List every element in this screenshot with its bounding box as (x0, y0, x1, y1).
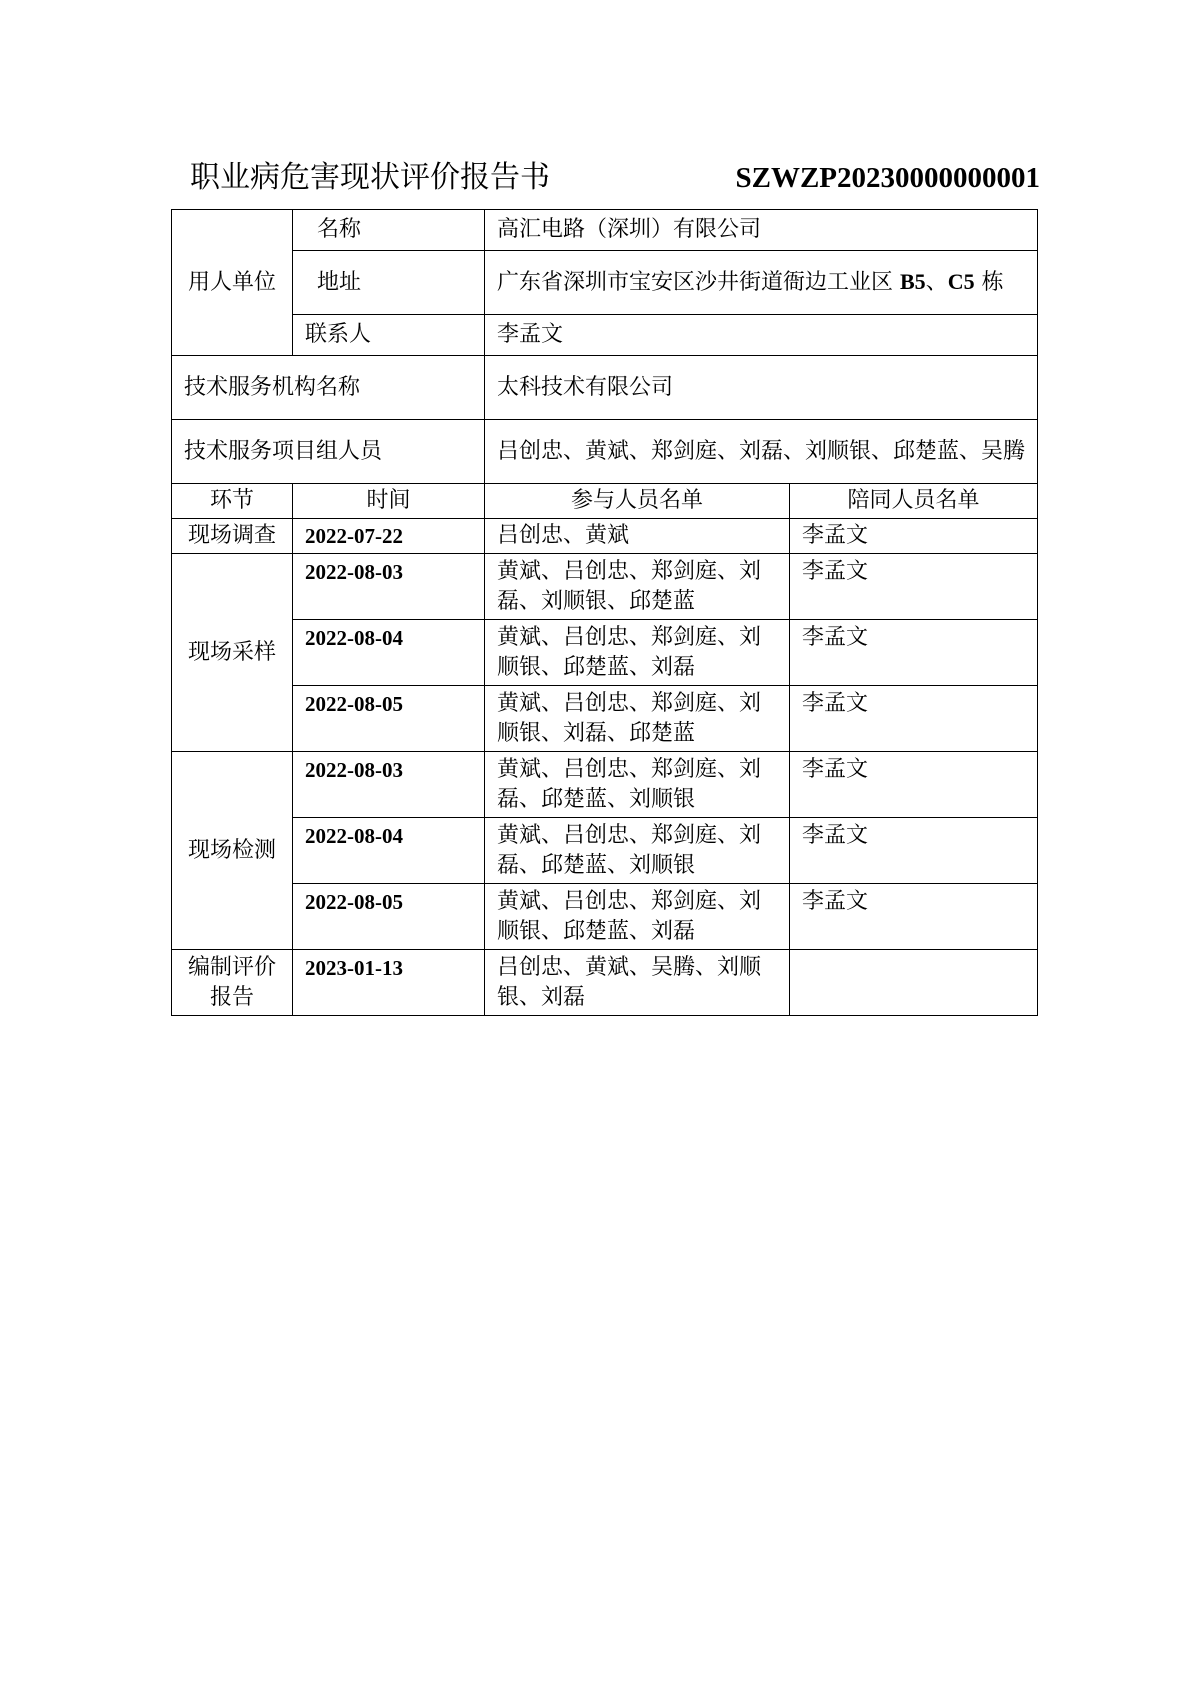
sampling-participants: 黄斌、吕创忠、郑剑庭、刘顺银、邱楚蓝、刘磊 (485, 620, 790, 686)
testing-accompany: 李孟文 (790, 884, 1038, 950)
agency-label: 技术服务机构名称 (172, 356, 485, 420)
employer-group-label: 用人单位 (172, 210, 293, 356)
survey-accompany: 李孟文 (790, 519, 1038, 554)
survey-date: 2022-07-22 (293, 519, 485, 554)
testing-participants: 黄斌、吕创忠、郑剑庭、刘磊、邱楚蓝、刘顺银 (485, 818, 790, 884)
stage-testing: 现场检测 (172, 752, 293, 950)
sampling-participants: 黄斌、吕创忠、郑剑庭、刘磊、刘顺银、邱楚蓝 (485, 554, 790, 620)
sampling-date: 2022-08-03 (293, 554, 485, 620)
employer-contact-label: 联系人 (293, 315, 485, 356)
sampling-participants: 黄斌、吕创忠、郑剑庭、刘顺银、刘磊、邱楚蓝 (485, 686, 790, 752)
document-header (190, 158, 1040, 198)
testing-date: 2022-08-04 (293, 818, 485, 884)
stage-survey: 现场调查 (172, 519, 293, 554)
document-title: 职业病危害现状评价报告书 (190, 160, 550, 195)
employer-contact-value: 李孟文 (485, 315, 1038, 356)
address-tail: 栋 (974, 270, 1004, 295)
address-building-b5: B5 (900, 269, 926, 294)
survey-participants: 吕创忠、黄斌 (485, 519, 790, 554)
col-header-date: 时间 (293, 484, 485, 519)
report-info-table (171, 209, 1038, 1016)
address-main: 广东省深圳市宝安区沙井街道衙边工业区 (497, 270, 900, 295)
testing-participants: 黄斌、吕创忠、郑剑庭、刘磊、邱楚蓝、刘顺银 (485, 752, 790, 818)
agency-value: 太科技术有限公司 (485, 356, 1038, 420)
report-code: SZWZP20230000000001 (735, 162, 1040, 194)
col-header-stage: 环节 (172, 484, 293, 519)
employer-name-value: 高汇电路（深圳）有限公司 (485, 210, 1038, 251)
sampling-accompany: 李孟文 (790, 686, 1038, 752)
testing-date: 2022-08-05 (293, 884, 485, 950)
sampling-accompany: 李孟文 (790, 554, 1038, 620)
testing-accompany: 李孟文 (790, 752, 1038, 818)
sampling-date: 2022-08-05 (293, 686, 485, 752)
report-participants: 吕创忠、黄斌、吴腾、刘顺银、刘磊 (485, 950, 790, 1016)
testing-date: 2022-08-03 (293, 752, 485, 818)
sampling-date: 2022-08-04 (293, 620, 485, 686)
stage-sampling: 现场采样 (172, 554, 293, 752)
sampling-accompany: 李孟文 (790, 620, 1038, 686)
employer-name-label: 名称 (293, 210, 485, 251)
address-separator: 、 (925, 270, 948, 295)
testing-participants: 黄斌、吕创忠、郑剑庭、刘顺银、邱楚蓝、刘磊 (485, 884, 790, 950)
employer-address-value (485, 251, 1038, 315)
testing-accompany: 李孟文 (790, 818, 1038, 884)
col-header-accompany: 陪同人员名单 (790, 484, 1038, 519)
team-value: 吕创忠、黄斌、郑剑庭、刘磊、刘顺银、邱楚蓝、吴腾 (485, 420, 1038, 484)
report-accompany (790, 950, 1038, 1016)
col-header-participants: 参与人员名单 (485, 484, 790, 519)
stage-report: 编制评价报告 (172, 950, 293, 1016)
employer-address-label: 地址 (293, 251, 485, 315)
report-date: 2023-01-13 (293, 950, 485, 1016)
team-label: 技术服务项目组人员 (172, 420, 485, 484)
address-building-c5: C5 (947, 269, 975, 294)
